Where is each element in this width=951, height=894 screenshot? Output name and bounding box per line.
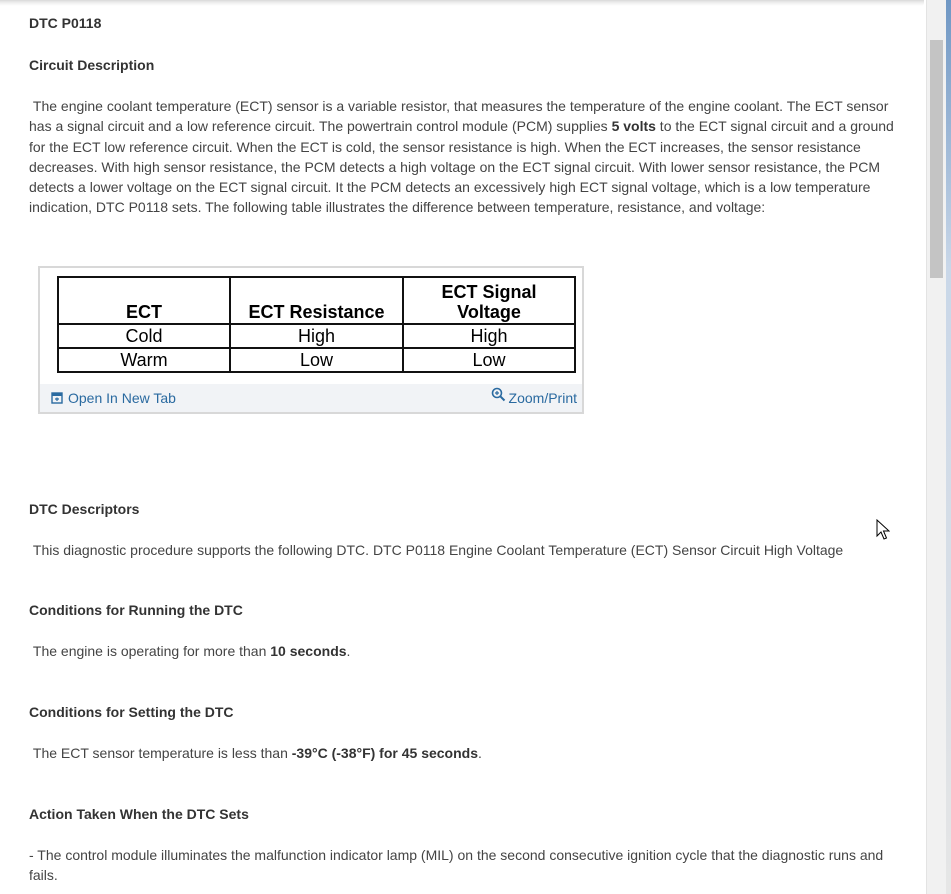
open-in-new-tab-link[interactable] — [51, 390, 176, 406]
magnifier-plus-icon — [491, 387, 506, 402]
setting-threshold: -39°C (-38°F) for 45 seconds — [291, 745, 478, 761]
conditions-setting-heading: Conditions for Setting the DTC — [29, 704, 234, 720]
conditions-running-text — [29, 641, 909, 661]
table-cell: Warm — [58, 348, 230, 372]
figure-toolbar — [40, 384, 582, 412]
action-taken-text: - The control module illuminates the malfunction indicator lamp (MIL) on the second consecutive ignition cycle that the diagnostic runs and fails. — [29, 847, 884, 884]
ect-resistance-header-text: ECT Resistance — [248, 302, 385, 322]
voltage-value: 5 volts — [611, 118, 656, 135]
ect-header-text: ECT — [126, 302, 162, 322]
table-row — [58, 348, 575, 372]
ect-signal-voltage-header-cell — [403, 277, 575, 324]
ect-signal-header-line2: Voltage — [457, 302, 521, 322]
action-taken-heading: Action Taken When the DTC Sets — [29, 806, 249, 822]
conditions-setting-text — [29, 743, 909, 763]
running-end: . — [346, 643, 351, 659]
table-cell: High — [230, 324, 403, 348]
ect-signal-header-line1: ECT Signal — [441, 282, 537, 302]
ect-table-header-row — [58, 277, 575, 324]
ect-header-cell — [58, 277, 230, 324]
table-cell: Low — [230, 348, 403, 372]
open-in-new-tab-icon — [51, 392, 63, 404]
circuit-description-text — [29, 96, 909, 218]
zoom-print-link[interactable] — [491, 387, 577, 406]
header-shadow — [0, 0, 924, 6]
setting-end: . — [478, 745, 482, 761]
ect-table-figure — [38, 266, 584, 414]
ect-resistance-header-cell — [230, 277, 403, 324]
table-cell: Cold — [58, 324, 230, 348]
running-duration: 10 seconds — [270, 643, 347, 659]
dtc-descriptors-text — [29, 540, 909, 560]
document-title: DTC P0118 — [29, 15, 102, 31]
table-row — [58, 324, 575, 348]
open-in-new-tab-label: Open In New Tab — [68, 390, 176, 406]
descriptors-text-span: This diagnostic procedure supports the following DTC. DTC P0118 Engine Coolant Temperature (ECT) Sensor Circuit High Voltage — [32, 542, 844, 558]
running-text-span: The engine is operating for more than — [32, 643, 271, 659]
conditions-running-heading: Conditions for Running the DTC — [29, 602, 243, 618]
table-cell: Low — [403, 348, 575, 372]
table-cell: High — [403, 324, 575, 348]
setting-text-span: The ECT sensor temperature is less than — [32, 745, 292, 761]
mouse-cursor-icon — [876, 519, 890, 541]
scrollbar-thumb[interactable] — [930, 40, 943, 278]
vertical-scrollbar[interactable] — [926, 0, 946, 894]
zoom-print-label: Zoom/Print — [508, 390, 577, 406]
circuit-text-part2: to the ECT signal circuit and a ground for the ECT low reference circuit. When the ECT is cold, the sensor resistance is high. When the ECT increases, the sensor resistance decreases. With high sensor resistance, the PCM detects a high voltage on the ECT signal circuit. With lower sensor resistance, the PCM detects a lower voltage on the ECT signal circuit. It the PCM detects an excessively high ECT signal voltage, which is a low temperature indication, DTC P0118 sets. The following table illustrates the difference between temperature, resistance, and voltage: — [29, 118, 894, 216]
dtc-descriptors-heading: DTC Descriptors — [29, 501, 140, 517]
circuit-description-heading: Circuit Description — [29, 57, 155, 73]
ect-table-image — [57, 276, 576, 373]
ect-table — [57, 276, 576, 373]
window-edge — [946, 0, 951, 894]
circuit-text-part1: The engine coolant temperature (ECT) sensor is a variable resistor, that measures the temperature of the engine coolant. The ECT sensor has a signal circuit and a low reference circuit. The powertrain control module (PCM) supplies — [29, 98, 889, 135]
